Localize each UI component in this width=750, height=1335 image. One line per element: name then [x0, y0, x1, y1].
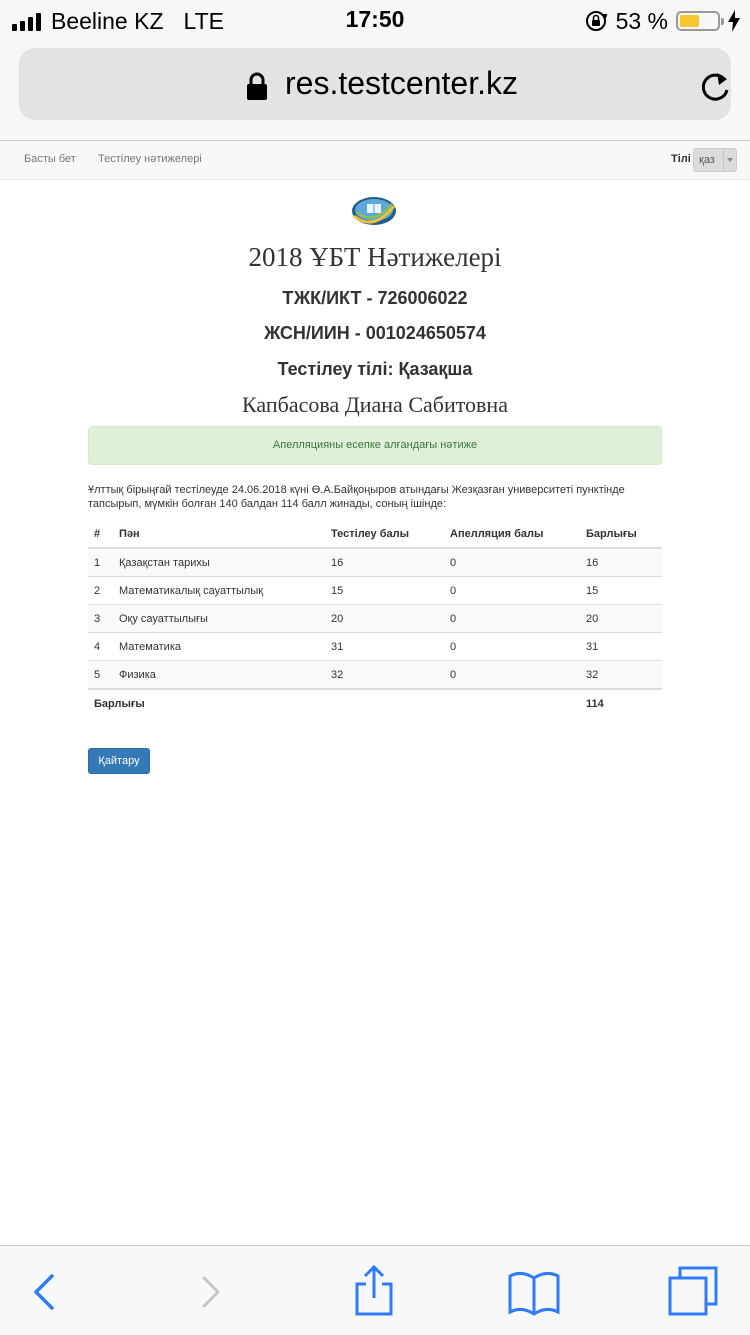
row-test-score: 31 — [325, 633, 444, 661]
language-label: Тілі — [671, 153, 691, 165]
row-num: 5 — [88, 661, 113, 690]
browser-chrome — [0, 42, 750, 141]
testcenter-logo — [350, 192, 398, 228]
status-time: 17:50 — [345, 6, 405, 32]
url-text[interactable]: res.testcenter.kz — [285, 65, 518, 101]
carrier-name: Beeline KZ — [51, 7, 164, 34]
table-row — [88, 633, 662, 661]
bookmarks-icon[interactable] — [506, 1264, 562, 1320]
row-total: 20 — [580, 605, 662, 633]
browser-toolbar — [0, 1245, 750, 1335]
row-total: 31 — [580, 633, 662, 661]
row-appeal-score: 0 — [444, 633, 580, 661]
battery-percent: 53 % — [615, 7, 668, 34]
row-num: 1 — [88, 548, 113, 577]
language-select-value: қаз — [699, 154, 715, 166]
forward-icon[interactable] — [196, 1264, 226, 1320]
col-num-header: # — [88, 520, 113, 548]
battery-level — [680, 15, 699, 27]
row-subject: Қазақстан тарихы — [113, 548, 325, 577]
chevron-down-icon — [723, 149, 736, 171]
table-row — [88, 548, 662, 577]
nav-results-link[interactable]: Тестілеу нәтижелері — [98, 153, 202, 165]
language-select[interactable] — [693, 148, 737, 172]
table-row — [88, 605, 662, 633]
test-language: Тестілеу тілі: Қазақша — [277, 359, 473, 379]
col-appeal-header: Апелляция балы — [444, 520, 580, 548]
nav-home-link[interactable]: Басты бет — [24, 153, 76, 165]
row-total: 15 — [580, 577, 662, 605]
table-footer-row — [88, 689, 662, 717]
status-bar — [0, 0, 750, 42]
share-icon[interactable] — [352, 1264, 396, 1320]
status-right — [584, 6, 740, 36]
row-subject: Математикалық сауаттылық — [113, 577, 325, 605]
results-table — [88, 520, 662, 717]
row-appeal-score: 0 — [444, 548, 580, 577]
site-navbar — [0, 141, 750, 180]
row-appeal-score: 0 — [444, 661, 580, 690]
row-subject: Оқу сауаттылығы — [113, 605, 325, 633]
reload-icon[interactable] — [699, 70, 731, 104]
back-button[interactable]: Қайтару — [88, 748, 150, 774]
tabs-icon[interactable] — [666, 1264, 720, 1320]
battery-icon — [676, 11, 720, 31]
row-num: 3 — [88, 605, 113, 633]
appeal-alert: Апелляцияны есепке алғандағы нәтиже — [88, 426, 662, 465]
network-type: LTE — [183, 7, 224, 34]
footer-total: 114 — [580, 689, 662, 717]
row-total: 32 — [580, 661, 662, 690]
row-subject: Физика — [113, 661, 325, 690]
col-total-header: Барлығы — [580, 520, 662, 548]
row-total: 16 — [580, 548, 662, 577]
student-name: Капбасова Диана Сабитовна — [242, 392, 508, 417]
table-header-row — [88, 520, 662, 548]
orientation-lock-icon — [584, 9, 608, 33]
row-appeal-score: 0 — [444, 605, 580, 633]
col-test-header: Тестілеу балы — [325, 520, 444, 548]
table-row — [88, 577, 662, 605]
result-description: Ұлттық бірыңғай тестілеуде 24.06.2018 күні Ө.А.Байқоңыров атындағы Жезқазған университеті пунктінде тапсырып, мүмкін болған 140 балдан 114 балл жинады, соның ішінде: — [88, 484, 625, 510]
table-row — [88, 661, 662, 690]
iin-number: ЖСН/ИИН - 001024650574 — [264, 323, 486, 343]
row-test-score: 15 — [325, 577, 444, 605]
col-subject-header: Пән — [113, 520, 325, 548]
row-test-score: 20 — [325, 605, 444, 633]
charging-icon — [728, 10, 740, 32]
row-appeal-score: 0 — [444, 577, 580, 605]
back-icon[interactable] — [28, 1264, 58, 1320]
row-test-score: 16 — [325, 548, 444, 577]
page-title: 2018 ҰБТ Нәтижелері — [248, 242, 502, 272]
row-test-score: 32 — [325, 661, 444, 690]
row-num: 4 — [88, 633, 113, 661]
lock-icon — [247, 72, 267, 100]
row-subject: Математика — [113, 633, 325, 661]
address-bar[interactable] — [19, 48, 731, 120]
footer-label: Барлығы — [88, 689, 580, 717]
row-num: 2 — [88, 577, 113, 605]
tjk-code: ТЖК/ИКТ - 726006022 — [282, 288, 468, 308]
